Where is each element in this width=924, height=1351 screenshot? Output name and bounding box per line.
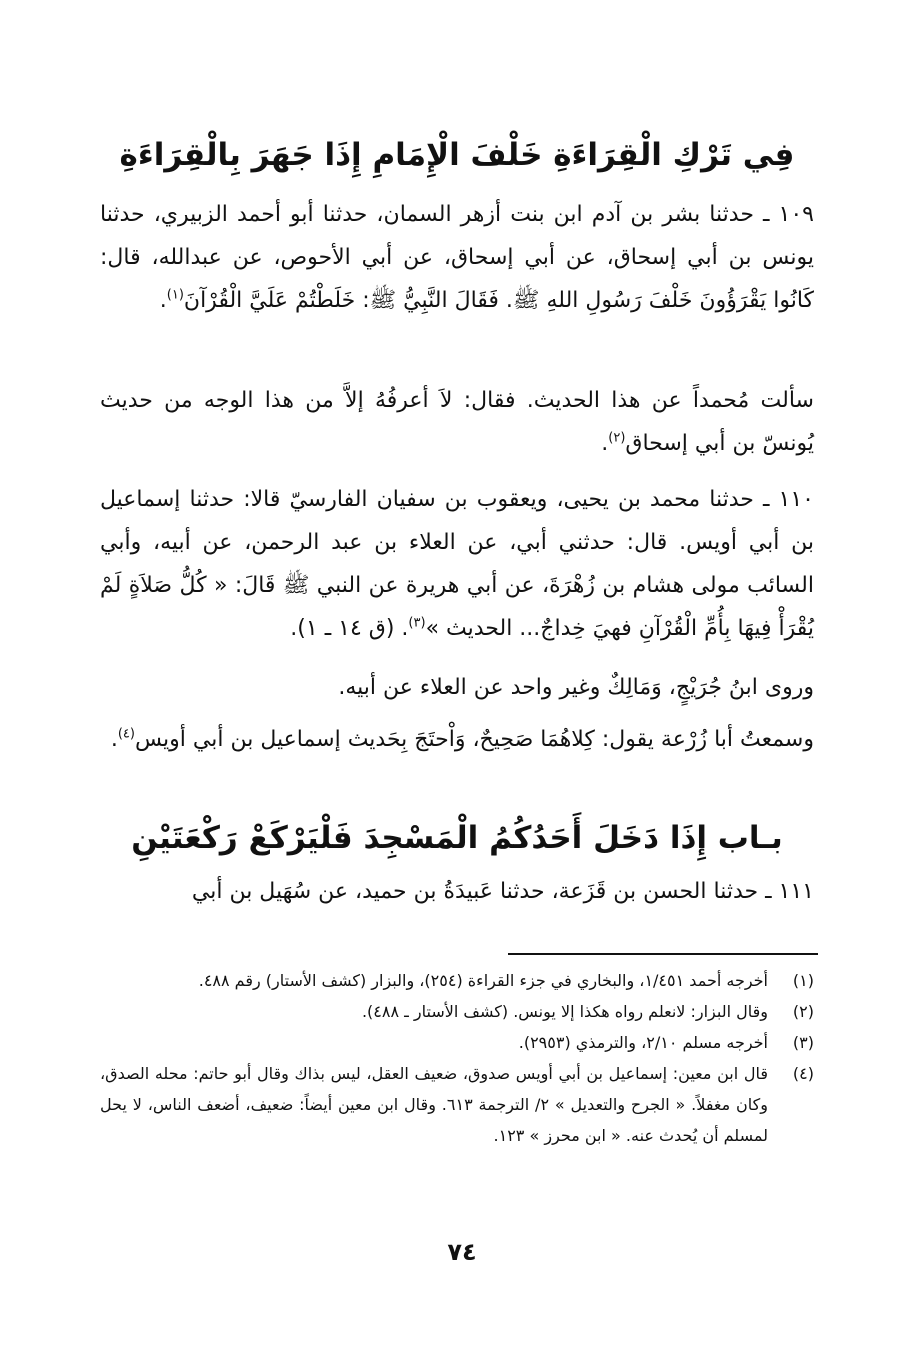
commentary-paragraph <box>100 379 814 465</box>
section-heading: بـاب إِذَا دَخَلَ أَحَدُكُمُ الْمَسْجِدَ فَلْيَرْكَعْ رَكْعَتَيْنِ <box>131 820 783 856</box>
footnote-ref-2[interactable]: (٢) <box>608 430 626 446</box>
footnote-ref-4[interactable]: (٤) <box>117 726 135 742</box>
commentary-end: . <box>601 431 609 456</box>
hadith-110-text: ١١٠ ـ حدثنا محمد بن يحيى، ويعقوب بن سفيان الفارسيّ قالا: حدثنا إسماعيل بن أبي أويس. قال: حدثني أبي، عن العلاء بن عبد الرحمن، عن أبيه، وأبي السائب مولى هشام بن زُهْرَةَ، عن أبي هريرة عن النبي ﷺ قَالَ: « كُلُّ صَلاَةٍ لَمْ يُقْرَأْ فِيهَا بِأُمِّ الْقُرْآنِ فهيَ خِداجٌ... الحديث » <box>100 487 814 641</box>
abu-zura-end: . <box>110 727 118 752</box>
footnote-item <box>100 1027 814 1058</box>
footnote-text: أخرجه أحمد ١/٤٥١، والبخاري في جزء القراءة (٢٥٤)، والبزار (كشف الأستار) رقم ٤٨٨. <box>198 971 768 990</box>
footnote-text: أخرجه مسلم ٢/١٠، والترمذي (٢٩٥٣). <box>518 1033 768 1052</box>
footnotes-list <box>100 965 814 1151</box>
footnote-number: (٣) <box>792 1033 814 1052</box>
hadith-110 <box>100 478 814 650</box>
abu-zura-paragraph <box>100 718 814 761</box>
hadith-109-text: ١٠٩ ـ حدثنا بشر بن آدم ابن بنت أزهر السمان، حدثنا أبو أحمد الزبيري، حدثنا يونس بن أبي إسحاق، عن أبي إسحاق، عن أبي الأحوص، عن عبدالله، قال: كَانُوا يَقْرَؤُونَ خَلْفَ رَسُولِ اللهِ ﷺ. فَقَالَ النَّبِيُّ ﷺ: خَلَطْتُمْ عَلَيَّ الْقُرْآنَ <box>100 202 814 313</box>
footnote-text: قال ابن معين: إسماعيل بن أبي أويس صدوق، ضعيف العقل، ليس بذاك وقال أبو حاتم: محله الصدق، وكان مغفلاً. « الجرح والتعديل » ٢/ الترجمة ٦١٣. وقال ابن معين أيضاً: ضعيف، أضعف الناس، لا يحل لمسلم أن يُحدث عنه. « ابن محرز » ١٢٣. <box>100 1064 769 1145</box>
footnote-ref-3[interactable]: (٣) <box>408 615 426 631</box>
footnote-item <box>100 965 814 996</box>
abu-zura-text: وسمعتُ أبا زُرْعة يقول: كِلاهُمَا صَحِيحٌ، وَاْحتَجَ بِحَديث إسماعيل بن أبي أويس <box>134 727 814 752</box>
footnote-ref-1[interactable]: (١) <box>166 287 184 303</box>
footnote-number: (٤) <box>792 1064 814 1083</box>
hadith-109 <box>100 193 814 322</box>
commentary-text: سألت مُحمداً عن هذا الحديث. فقال: لاَ أعرفُهُ إلاَّ من هذا الوجه من حديث يُونسّ بن أبي إسحاق <box>100 388 814 456</box>
footnote-number: (٢) <box>792 1002 814 1021</box>
footnote-divider <box>508 953 818 955</box>
page-number: ٧٤ <box>447 1238 477 1266</box>
footnote-item <box>100 1058 814 1151</box>
hadith-110-end: . (ق ١٤ ـ ١). <box>290 616 409 641</box>
footnote-item <box>100 996 814 1027</box>
narration-note: وروى ابنُ جُرَيْجٍ، وَمَالِكٌ وغير واحد عن العلاء عن أبيه. <box>338 675 814 700</box>
footnote-text: وقال البزار: لانعلم رواه هكذا إلا يونس. (كشف الأستار ـ ٤٨٨). <box>361 1002 768 1021</box>
hadith-109-end: . <box>159 288 167 313</box>
hadith-111: ١١١ ـ حدثنا الحسن بن قَزَعة، حدثنا عَبيدَةُ بن حميد، عن سُهَيل بن أبي <box>191 879 814 904</box>
chapter-heading: فِي تَرْكِ الْقِرَاءَةِ خَلْفَ الْإِمَامِ إِذَا جَهَرَ بِالْقِرَاءَةِ <box>119 137 795 173</box>
footnote-number: (١) <box>792 971 814 990</box>
